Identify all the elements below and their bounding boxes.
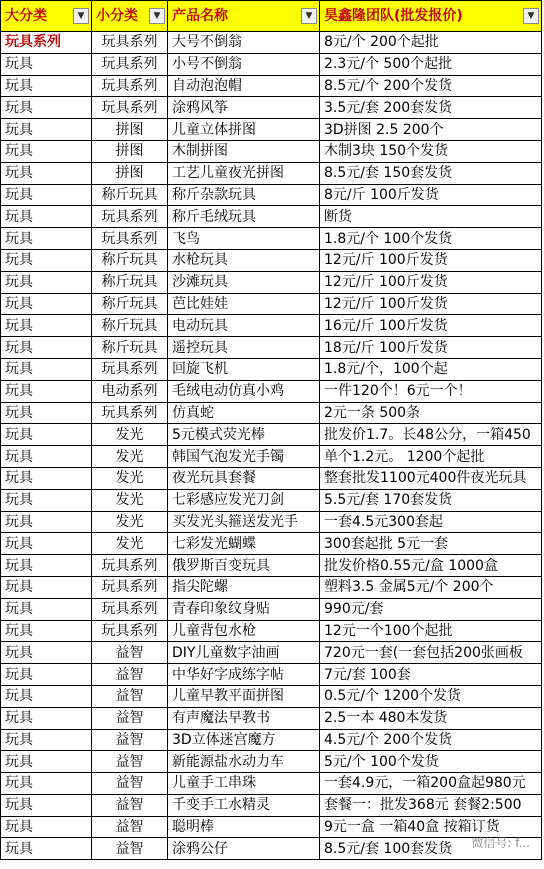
cell-major-category[interactable]: 玩具: [1, 467, 92, 489]
cell-minor-category[interactable]: 玩具系列: [92, 32, 168, 54]
cell-major-category[interactable]: 玩具: [1, 446, 92, 468]
cell-minor-category[interactable]: 玩具系列: [92, 576, 168, 598]
cell-minor-category[interactable]: 电动系列: [92, 380, 168, 402]
cell-product-name[interactable]: 工艺儿童夜光拼图: [168, 162, 320, 184]
cell-minor-category[interactable]: 玩具系列: [92, 598, 168, 620]
cell-product-name[interactable]: 七彩发光蝴蝶: [168, 533, 320, 555]
cell-minor-category[interactable]: 称斤玩具: [92, 249, 168, 271]
header-minor-category[interactable]: [92, 1, 168, 32]
cell-minor-category[interactable]: 称斤玩具: [92, 315, 168, 337]
cell-minor-category[interactable]: 发光: [92, 446, 168, 468]
cell-minor-category[interactable]: 益智: [92, 707, 168, 729]
table-row: [1, 816, 542, 838]
chevron-down-icon[interactable]: ▼: [149, 8, 165, 24]
cell-major-category[interactable]: 玩具: [1, 838, 92, 860]
cell-major-category[interactable]: 玩具: [1, 119, 92, 141]
cell-major-category[interactable]: 玩具: [1, 555, 92, 577]
cell-wholesale-price[interactable]: 16元/斤 100斤发货: [320, 315, 542, 337]
cell-product-name[interactable]: 千变手工水精灵: [168, 794, 320, 816]
cell-minor-category[interactable]: 称斤玩具: [92, 337, 168, 359]
cell-minor-category[interactable]: 玩具系列: [92, 228, 168, 250]
cell-product-name[interactable]: 俄罗斯百变玩具: [168, 555, 320, 577]
cell-major-category[interactable]: 玩具: [1, 533, 92, 555]
table-row: [1, 119, 542, 141]
cell-product-name[interactable]: 水枪玩具: [168, 249, 320, 271]
table-row: [1, 402, 542, 424]
cell-product-name[interactable]: 韩国气泡发光手镯: [168, 446, 320, 468]
cell-minor-category[interactable]: 拼图: [92, 140, 168, 162]
cell-major-category[interactable]: 玩具: [1, 511, 92, 533]
cell-wholesale-price[interactable]: 9元一盒 一箱40盒 按箱订货: [320, 816, 542, 838]
cell-wholesale-price[interactable]: 8.5元/个 200个发货: [320, 75, 542, 97]
cell-product-name[interactable]: 儿童立体拼图: [168, 119, 320, 141]
table-row: [1, 707, 542, 729]
cell-product-name[interactable]: 聪明棒: [168, 816, 320, 838]
cell-major-category[interactable]: 玩具: [1, 424, 92, 446]
cell-minor-category[interactable]: 益智: [92, 642, 168, 664]
cell-minor-category[interactable]: 益智: [92, 729, 168, 751]
cell-wholesale-price[interactable]: 1.8元/个 100个发货: [320, 228, 542, 250]
table-row: [1, 53, 542, 75]
table-row: [1, 162, 542, 184]
cell-wholesale-price[interactable]: 8.5元/套 150套发货: [320, 162, 542, 184]
table-row: [1, 315, 542, 337]
cell-minor-category[interactable]: 玩具系列: [92, 620, 168, 642]
table-row: [1, 773, 542, 795]
header-major-category[interactable]: [1, 1, 92, 32]
cell-minor-category[interactable]: 玩具系列: [92, 555, 168, 577]
cell-product-name[interactable]: 大号不倒翁: [168, 32, 320, 54]
cell-minor-category[interactable]: 发光: [92, 533, 168, 555]
cell-major-category[interactable]: 玩具: [1, 97, 92, 119]
cell-major-category[interactable]: 玩具: [1, 707, 92, 729]
cell-wholesale-price[interactable]: 4.5元/个 200个发货: [320, 729, 542, 751]
cell-wholesale-price[interactable]: 18元/斤 100斤发货: [320, 337, 542, 359]
filter-dropdown-icon[interactable]: ▼: [73, 8, 89, 24]
cell-product-name[interactable]: 指尖陀螺: [168, 576, 320, 598]
table-row: [1, 293, 542, 315]
cell-major-category[interactable]: 玩具: [1, 337, 92, 359]
header-product-name[interactable]: [168, 1, 320, 32]
cell-major-category[interactable]: 玩具: [1, 489, 92, 511]
cell-minor-category[interactable]: 益智: [92, 751, 168, 773]
cell-wholesale-price[interactable]: 一套4.9元，一箱200盒起980元: [320, 773, 542, 795]
table-row: [1, 838, 542, 860]
table-row: [1, 467, 542, 489]
cell-minor-category[interactable]: 玩具系列: [92, 206, 168, 228]
cell-product-name[interactable]: 芭比娃娃: [168, 293, 320, 315]
cell-wholesale-price[interactable]: 套餐一：批发368元 套餐2:500: [320, 794, 542, 816]
table-row: [1, 228, 542, 250]
cell-wholesale-price[interactable]: 720元一套(一套包括200张画板: [320, 642, 542, 664]
cell-product-name[interactable]: 买发光头箍送发光手: [168, 511, 320, 533]
cell-wholesale-price[interactable]: 一件120个！6元一个！: [320, 380, 542, 402]
cell-minor-category[interactable]: 发光: [92, 489, 168, 511]
table-row: [1, 184, 542, 206]
cell-product-name[interactable]: 遥控玩具: [168, 337, 320, 359]
cell-product-name[interactable]: 新能源盐水动力车: [168, 751, 320, 773]
cell-wholesale-price[interactable]: 8元/斤 100斤发货: [320, 184, 542, 206]
cell-product-name[interactable]: DIY儿童数字油画: [168, 642, 320, 664]
cell-wholesale-price[interactable]: 木制3块 150个发货: [320, 140, 542, 162]
cell-wholesale-price[interactable]: 2.3元/个 500个起批: [320, 53, 542, 75]
chevron-down-icon[interactable]: ▼: [523, 8, 539, 24]
cell-minor-category[interactable]: 发光: [92, 467, 168, 489]
cell-minor-category[interactable]: 拼图: [92, 119, 168, 141]
cell-wholesale-price[interactable]: 12元/斤 100斤发货: [320, 249, 542, 271]
cell-wholesale-price[interactable]: 0.5元/个 1200个发货: [320, 685, 542, 707]
table-row: [1, 511, 542, 533]
cell-major-category[interactable]: 玩具: [1, 162, 92, 184]
table-row: [1, 555, 542, 577]
table-row: [1, 140, 542, 162]
cell-wholesale-price[interactable]: 12元一个100个起批: [320, 620, 542, 642]
table-row: [1, 533, 542, 555]
cell-product-name[interactable]: 沙滩玩具: [168, 271, 320, 293]
cell-minor-category[interactable]: 发光: [92, 424, 168, 446]
cell-product-name[interactable]: 飞鸟: [168, 228, 320, 250]
table-row: [1, 358, 542, 380]
cell-minor-category[interactable]: 益智: [92, 664, 168, 686]
cell-product-name[interactable]: 涂鸦风筝: [168, 97, 320, 119]
cell-minor-category[interactable]: 发光: [92, 511, 168, 533]
cell-major-category[interactable]: 玩具: [1, 380, 92, 402]
cell-major-category[interactable]: 玩具: [1, 315, 92, 337]
header-wholesale-price-label: 昊鑫隆团队(批发报价): [324, 8, 463, 24]
cell-product-name[interactable]: 中华好字成练字帖: [168, 664, 320, 686]
table-row: [1, 576, 542, 598]
cell-major-category[interactable]: 玩具: [1, 598, 92, 620]
cell-product-name[interactable]: 称斤毛绒玩具: [168, 206, 320, 228]
cell-major-category[interactable]: 玩具: [1, 751, 92, 773]
cell-product-name[interactable]: 儿童早教平面拼图: [168, 685, 320, 707]
table-row: [1, 489, 542, 511]
cell-product-name[interactable]: 3D立体迷宫魔方: [168, 729, 320, 751]
cell-minor-category[interactable]: 拼图: [92, 162, 168, 184]
cell-wholesale-price[interactable]: 3D拼图 2.5 200个: [320, 119, 542, 141]
cell-product-name[interactable]: 回旋飞机: [168, 358, 320, 380]
table-row: [1, 337, 542, 359]
cell-major-category[interactable]: 玩具: [1, 642, 92, 664]
cell-wholesale-price[interactable]: 12元/斤 100斤发货: [320, 293, 542, 315]
cell-wholesale-price[interactable]: 5元/个 100个发货: [320, 751, 542, 773]
header-minor-category-label: 小分类: [96, 8, 138, 24]
cell-wholesale-price[interactable]: 3.5元/套 200套发货: [320, 97, 542, 119]
cell-major-category[interactable]: 玩具: [1, 773, 92, 795]
table-row: [1, 271, 542, 293]
cell-major-category[interactable]: 玩具: [1, 794, 92, 816]
table-row: [1, 729, 542, 751]
table-row: [1, 664, 542, 686]
cell-major-category[interactable]: 玩具: [1, 228, 92, 250]
cell-product-name[interactable]: 七彩感应发光刀剑: [168, 489, 320, 511]
header-row: [1, 1, 542, 32]
cell-minor-category[interactable]: 玩具系列: [92, 75, 168, 97]
cell-wholesale-price[interactable]: 2元一条 500条: [320, 402, 542, 424]
cell-wholesale-price[interactable]: 8元/个 200个起批: [320, 32, 542, 54]
cell-minor-category[interactable]: 称斤玩具: [92, 271, 168, 293]
cell-major-category[interactable]: 玩具: [1, 816, 92, 838]
cell-wholesale-price[interactable]: 5.5元/套 170套发货: [320, 489, 542, 511]
table-row: [1, 249, 542, 271]
cell-major-category[interactable]: 玩具系列: [1, 32, 92, 54]
cell-product-name[interactable]: 称斤杂款玩具: [168, 184, 320, 206]
cell-wholesale-price[interactable]: 12元/斤 100斤发货: [320, 271, 542, 293]
cell-product-name[interactable]: 木制拼图: [168, 140, 320, 162]
cell-product-name[interactable]: 有声魔法早教书: [168, 707, 320, 729]
cell-wholesale-price[interactable]: 8.5元/套 100套发货: [320, 838, 542, 860]
cell-major-category[interactable]: 玩具: [1, 620, 92, 642]
cell-product-name[interactable]: 夜光玩具套餐: [168, 467, 320, 489]
cell-wholesale-price[interactable]: 批发价格0.55元/盒 1000盒: [320, 555, 542, 577]
cell-wholesale-price[interactable]: 300套起批 5元一套: [320, 533, 542, 555]
cell-minor-category[interactable]: 益智: [92, 773, 168, 795]
cell-major-category[interactable]: 玩具: [1, 249, 92, 271]
cell-major-category[interactable]: 玩具: [1, 184, 92, 206]
table-row: [1, 75, 542, 97]
table-row: [1, 794, 542, 816]
cell-wholesale-price[interactable]: 990元/套: [320, 598, 542, 620]
cell-product-name[interactable]: 毛绒电动仿真小鸡: [168, 380, 320, 402]
cell-product-name[interactable]: 青春印象纹身贴: [168, 598, 320, 620]
cell-wholesale-price[interactable]: 7元/套 100套: [320, 664, 542, 686]
cell-product-name[interactable]: 儿童手工串珠: [168, 773, 320, 795]
table-row: [1, 446, 542, 468]
cell-major-category[interactable]: 玩具: [1, 206, 92, 228]
cell-wholesale-price[interactable]: 单个1.2元。 1200个起批: [320, 446, 542, 468]
cell-major-category[interactable]: 玩具: [1, 53, 92, 75]
table-row: [1, 751, 542, 773]
cell-major-category[interactable]: 玩具: [1, 358, 92, 380]
cell-product-name[interactable]: 自动泡泡帽: [168, 75, 320, 97]
header-wholesale-price[interactable]: [320, 1, 542, 32]
cell-product-name[interactable]: 儿童背包水枪: [168, 620, 320, 642]
cell-wholesale-price[interactable]: 断货: [320, 206, 542, 228]
cell-product-name[interactable]: 电动玩具: [168, 315, 320, 337]
cell-minor-category[interactable]: 玩具系列: [92, 53, 168, 75]
cell-product-name[interactable]: 仿真蛇: [168, 402, 320, 424]
table-row: [1, 380, 542, 402]
cell-major-category[interactable]: 玩具: [1, 75, 92, 97]
cell-major-category[interactable]: 玩具: [1, 729, 92, 751]
table-row: [1, 424, 542, 446]
cell-wholesale-price[interactable]: 塑料3.5 金属5元/个 200个: [320, 576, 542, 598]
cell-major-category[interactable]: 玩具: [1, 576, 92, 598]
table-row: [1, 97, 542, 119]
cell-minor-category[interactable]: 益智: [92, 794, 168, 816]
watermark: 微信号: f...: [471, 836, 530, 850]
cell-wholesale-price[interactable]: 1.8元/个，100个起: [320, 358, 542, 380]
cell-minor-category[interactable]: 玩具系列: [92, 358, 168, 380]
cell-minor-category[interactable]: 称斤玩具: [92, 184, 168, 206]
cell-minor-category[interactable]: 称斤玩具: [92, 293, 168, 315]
cell-major-category[interactable]: 玩具: [1, 271, 92, 293]
cell-major-category[interactable]: 玩具: [1, 293, 92, 315]
cell-minor-category[interactable]: 益智: [92, 685, 168, 707]
cell-minor-category[interactable]: 益智: [92, 816, 168, 838]
header-product-name-label: 产品名称: [172, 8, 228, 24]
cell-major-category[interactable]: 玩具: [1, 664, 92, 686]
cell-wholesale-price[interactable]: 整套批发1100元400件夜光玩具: [320, 467, 542, 489]
table-row: [1, 685, 542, 707]
cell-minor-category[interactable]: 益智: [92, 838, 168, 860]
cell-product-name[interactable]: 5元模式荧光棒: [168, 424, 320, 446]
table-row: [1, 598, 542, 620]
table-row: [1, 642, 542, 664]
cell-major-category[interactable]: 玩具: [1, 140, 92, 162]
cell-minor-category[interactable]: 玩具系列: [92, 97, 168, 119]
table-row: [1, 206, 542, 228]
cell-major-category[interactable]: 玩具: [1, 402, 92, 424]
table-row: [1, 620, 542, 642]
cell-wholesale-price[interactable]: 2.5一本 480本发货: [320, 707, 542, 729]
chevron-down-icon[interactable]: ▼: [301, 8, 317, 24]
table-row: [1, 32, 542, 54]
cell-major-category[interactable]: 玩具: [1, 685, 92, 707]
cell-wholesale-price[interactable]: 一套4.5元300套起: [320, 511, 542, 533]
cell-product-name[interactable]: 小号不倒翁: [168, 53, 320, 75]
cell-minor-category[interactable]: 玩具系列: [92, 402, 168, 424]
header-major-category-label: 大分类: [5, 8, 47, 24]
cell-product-name[interactable]: 涂鸦公仔: [168, 838, 320, 860]
cell-wholesale-price[interactable]: 批发价1.7。长48公分，一箱450: [320, 424, 542, 446]
